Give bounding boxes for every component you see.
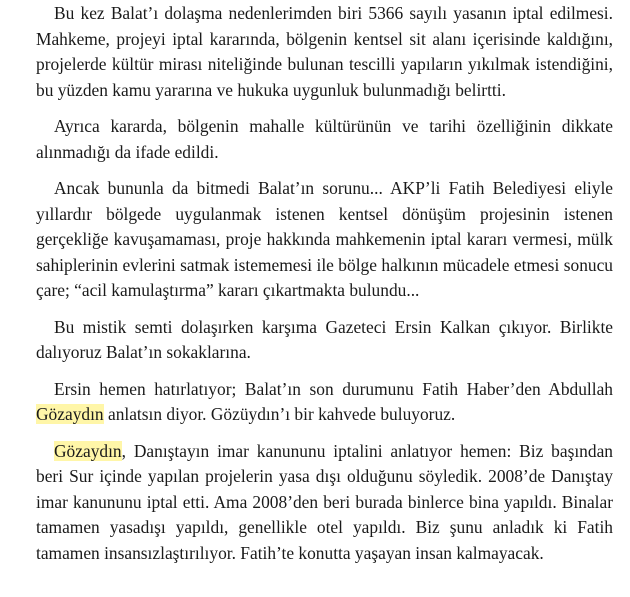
highlighted-name: Gözaydın <box>54 440 122 461</box>
paragraph-1 <box>36 1 613 103</box>
paragraph-text: , Danıştayın imar kanununu iptalini anlatıyor hemen: Biz başından beri Sur içinde yapılan projelerin yasa dışı olduğunu söyledik. 2008’de Danıştay imar kanununu iptal etti. Ama 2008’den beri burada binlerce bina yapıldı. Binalar tamamen yasadışı yapıldı, genellikle otel yapıldı. Biz şunu anladık ki Fatih tamamen insansızlaştırılıyor. Fatih’te konutta yaşayan insan kalmayacak. <box>36 440 613 563</box>
paragraph-text: Ancak bununla da bitmedi Balat’ın sorunu... AKP’li Fatih Belediyesi eliyle yıllardır bölgede uygulanmak istenen kentsel dönüşüm projesinin istenen gerçekliğe kavuşamaması, proje hakkında mahkemenin iptal kararı vermesi, mülk sahiplerinin evlerini satmak istememesi ile bölge halkının mücadele etmesi sonucu çare; “acil kamulaştırma” kararı çıkartmakta bulundu... <box>36 178 613 300</box>
paragraph-3 <box>36 176 613 304</box>
paragraph-4 <box>36 315 613 366</box>
paragraph-6 <box>36 439 613 567</box>
paragraph-text: Bu kez Balat’ı dolaşma nedenlerimden biri 5366 sayılı yasanın iptal edilmesi. Mahkeme, projeyi iptal kararında, bölgenin kentsel sit alanı içerisinde kaldığını, projelerde kültür mirası niteliğinde bulunan tescilli yapıların yıkılmak istendiğini, bu yüzden kamu yararına ve hukuka uygunluk bulunmadığı belirtti. <box>36 3 613 100</box>
paragraph-5 <box>36 377 613 428</box>
paragraph-2 <box>36 114 613 165</box>
paragraph-text: Bu mistik semti dolaşırken karşıma Gazeteci Ersin Kalkan çıkıyor. Birlikte dalıyoruz Balat’ın sokaklarına. <box>36 316 613 362</box>
highlighted-name: Gözaydın <box>36 404 104 424</box>
paragraph-text: Ayrıca kararda, bölgenin mahalle kültürünün ve tarihi özelliğinin dikkate alınmadığı da ifade edildi. <box>36 116 613 162</box>
paragraph-text: Ersin hemen hatırlatıyor; Balat’ın son durumunu Fatih Haber’den Abdullah <box>54 378 613 399</box>
paragraph-text: anlatsın diyor. Gözüydın’ı bir kahvede buluyoruz. <box>103 404 456 424</box>
